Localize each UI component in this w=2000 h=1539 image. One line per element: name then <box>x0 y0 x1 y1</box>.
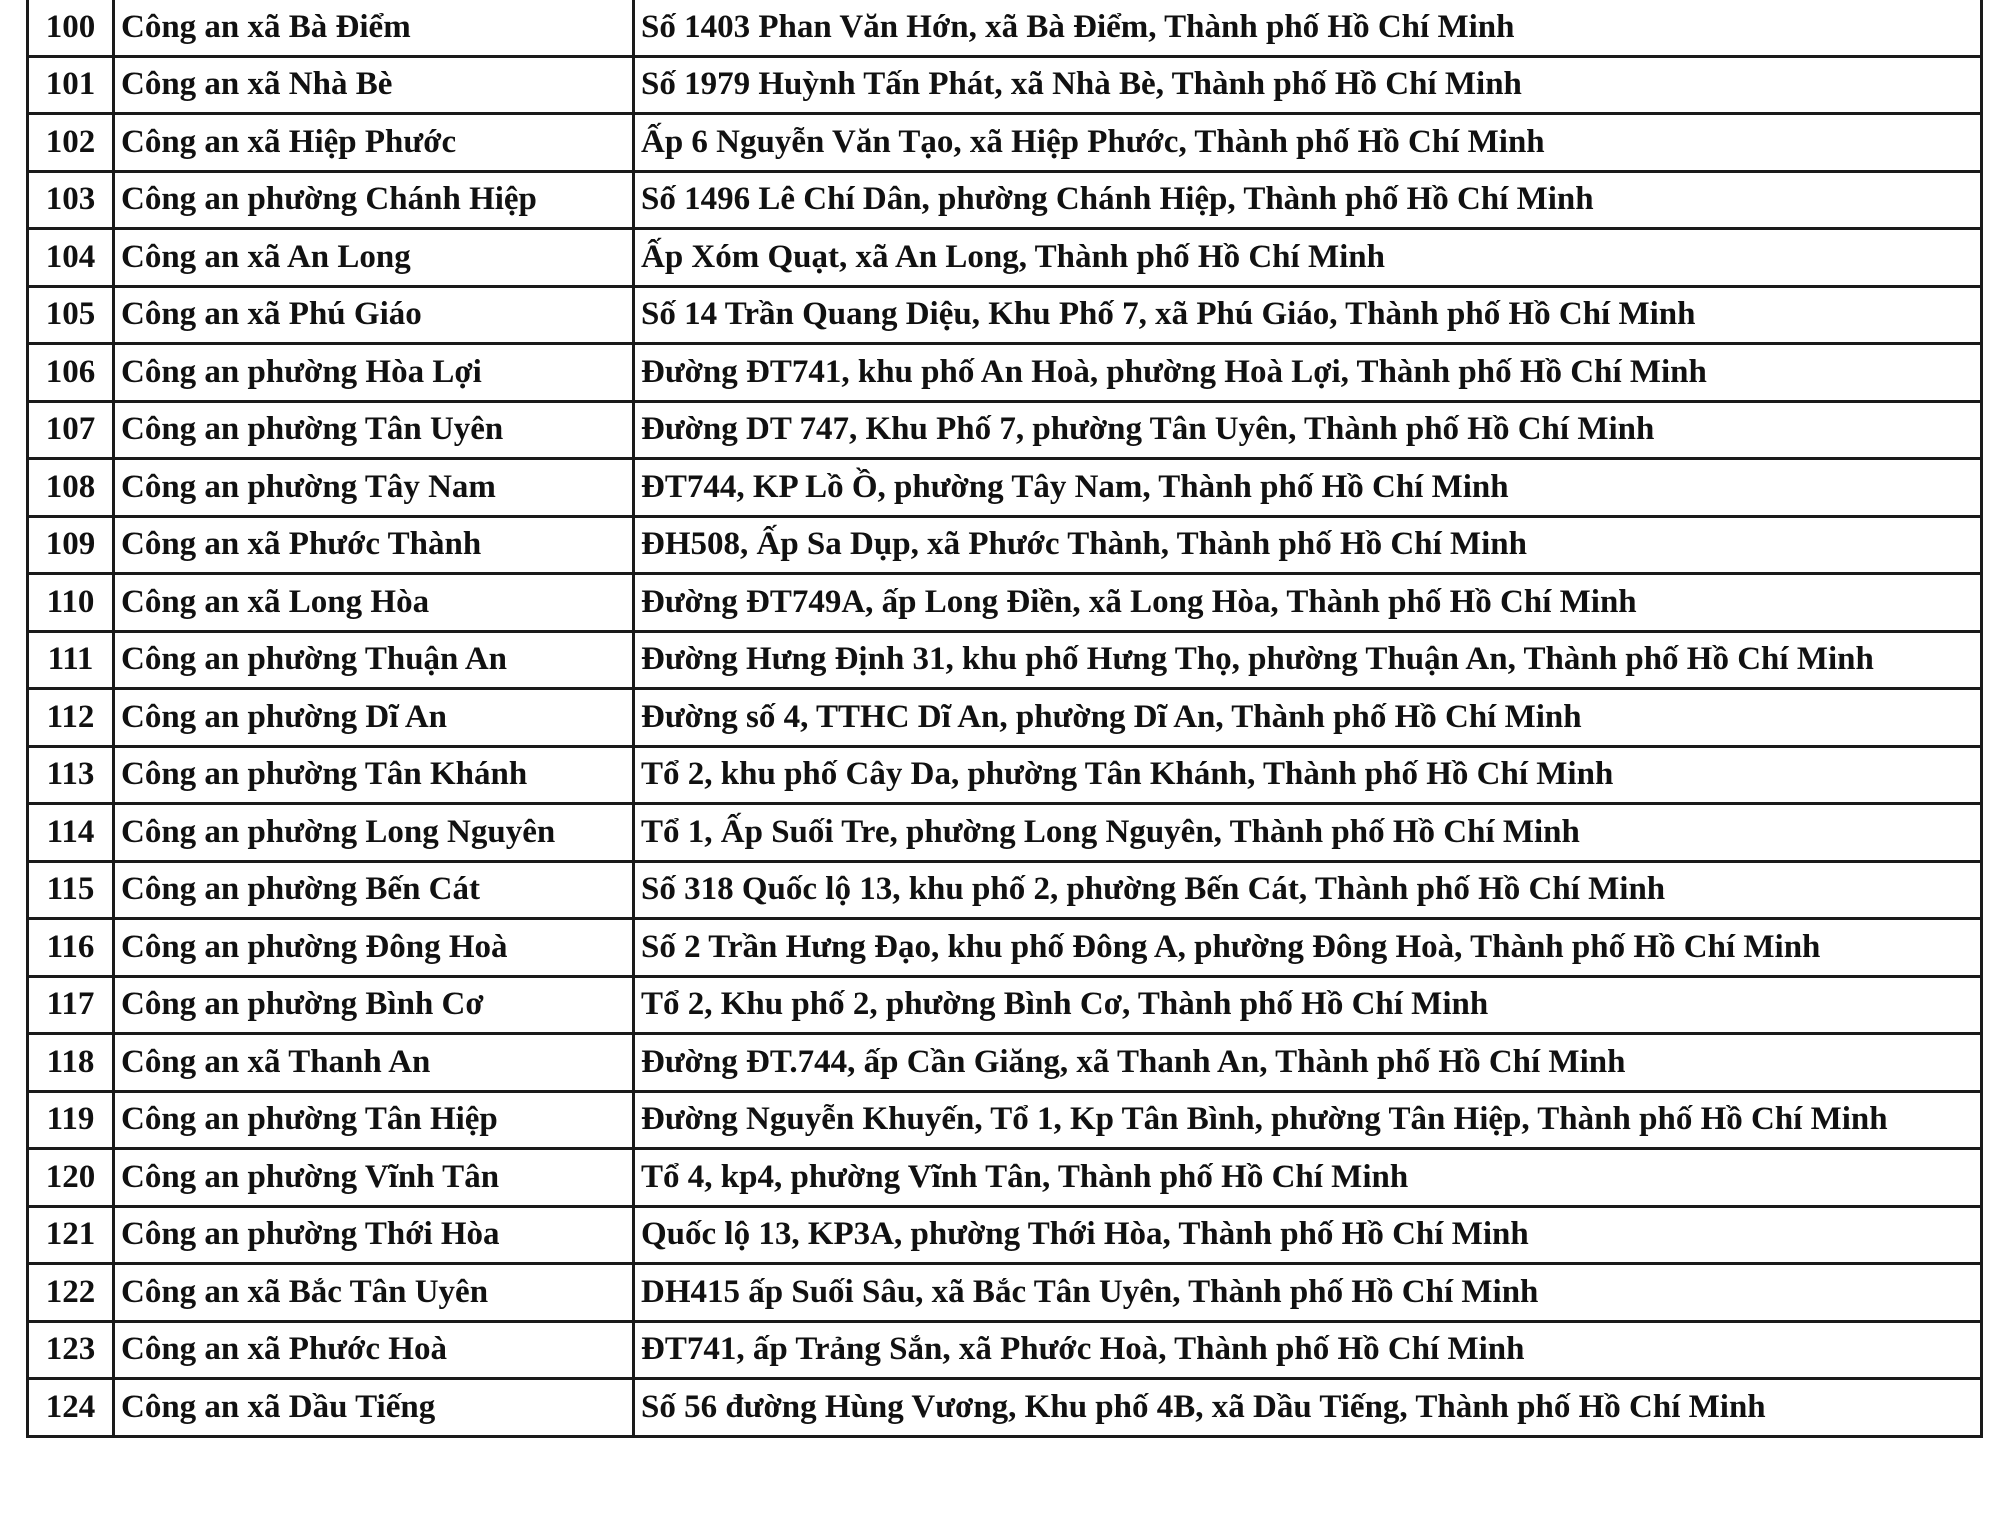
police-address-table <box>26 0 1983 1438</box>
row-number: 107 <box>28 401 114 459</box>
table-row <box>28 861 1982 919</box>
table-row <box>28 516 1982 574</box>
unit-name: Công an xã Bà Điểm <box>114 0 634 56</box>
table-row <box>28 1206 1982 1264</box>
unit-address: Ấp Xóm Quạt, xã An Long, Thành phố Hồ Chí Minh <box>634 229 1982 287</box>
table-row <box>28 804 1982 862</box>
unit-name: Công an xã Dầu Tiếng <box>114 1379 634 1437</box>
unit-name: Công an xã Phước Thành <box>114 516 634 574</box>
table-row <box>28 56 1982 114</box>
unit-name: Công an xã An Long <box>114 229 634 287</box>
table-row <box>28 459 1982 517</box>
unit-name: Công an xã Nhà Bè <box>114 56 634 114</box>
row-number: 116 <box>28 919 114 977</box>
table-row <box>28 689 1982 747</box>
table-row <box>28 0 1982 56</box>
row-number: 117 <box>28 976 114 1034</box>
row-number: 100 <box>28 0 114 56</box>
row-number: 101 <box>28 56 114 114</box>
table-row <box>28 1379 1982 1437</box>
row-number: 121 <box>28 1206 114 1264</box>
unit-name: Công an phường Hòa Lợi <box>114 344 634 402</box>
row-number: 119 <box>28 1091 114 1149</box>
unit-address: Đường số 4, TTHC Dĩ An, phường Dĩ An, Thành phố Hồ Chí Minh <box>634 689 1982 747</box>
unit-address: Đường Nguyễn Khuyến, Tổ 1, Kp Tân Bình, phường Tân Hiệp, Thành phố Hồ Chí Minh <box>634 1091 1982 1149</box>
row-number: 108 <box>28 459 114 517</box>
table-row <box>28 976 1982 1034</box>
row-number: 113 <box>28 746 114 804</box>
unit-address: Số 1496 Lê Chí Dân, phường Chánh Hiệp, Thành phố Hồ Chí Minh <box>634 171 1982 229</box>
unit-name: Công an phường Tân Khánh <box>114 746 634 804</box>
table-row <box>28 344 1982 402</box>
row-number: 115 <box>28 861 114 919</box>
unit-address: Đường Hưng Định 31, khu phố Hưng Thọ, phường Thuận An, Thành phố Hồ Chí Minh <box>634 631 1982 689</box>
row-number: 110 <box>28 574 114 632</box>
row-number: 118 <box>28 1034 114 1092</box>
row-number: 104 <box>28 229 114 287</box>
unit-address: Số 2 Trần Hưng Đạo, khu phố Đông A, phường Đông Hoà, Thành phố Hồ Chí Minh <box>634 919 1982 977</box>
unit-address: Đường ĐT.744, ấp Cần Giăng, xã Thanh An, Thành phố Hồ Chí Minh <box>634 1034 1982 1092</box>
table-row <box>28 1321 1982 1379</box>
unit-address: Đường ĐT741, khu phố An Hoà, phường Hoà Lợi, Thành phố Hồ Chí Minh <box>634 344 1982 402</box>
unit-name: Công an phường Long Nguyên <box>114 804 634 862</box>
unit-name: Công an phường Chánh Hiệp <box>114 171 634 229</box>
table-row <box>28 1034 1982 1092</box>
unit-address: DH415 ấp Suối Sâu, xã Bắc Tân Uyên, Thành phố Hồ Chí Minh <box>634 1264 1982 1322</box>
unit-address: Tổ 2, Khu phố 2, phường Bình Cơ, Thành phố Hồ Chí Minh <box>634 976 1982 1034</box>
table-row <box>28 746 1982 804</box>
table-row <box>28 401 1982 459</box>
table-body <box>28 0 1982 1436</box>
unit-name: Công an phường Bến Cát <box>114 861 634 919</box>
unit-name: Công an phường Tây Nam <box>114 459 634 517</box>
row-number: 103 <box>28 171 114 229</box>
unit-address: Số 1979 Huỳnh Tấn Phát, xã Nhà Bè, Thành phố Hồ Chí Minh <box>634 56 1982 114</box>
table-row <box>28 1091 1982 1149</box>
row-number: 102 <box>28 114 114 172</box>
table-row <box>28 114 1982 172</box>
row-number: 120 <box>28 1149 114 1207</box>
row-number: 111 <box>28 631 114 689</box>
unit-address: Ấp 6 Nguyễn Văn Tạo, xã Hiệp Phước, Thành phố Hồ Chí Minh <box>634 114 1982 172</box>
table-row <box>28 229 1982 287</box>
table-row <box>28 171 1982 229</box>
table-row <box>28 919 1982 977</box>
unit-address: Đường DT 747, Khu Phố 7, phường Tân Uyên, Thành phố Hồ Chí Minh <box>634 401 1982 459</box>
unit-address: ĐT744, KP Lồ Ồ, phường Tây Nam, Thành phố Hồ Chí Minh <box>634 459 1982 517</box>
unit-name: Công an xã Hiệp Phước <box>114 114 634 172</box>
police-address-sheet <box>26 0 1980 1438</box>
table-row <box>28 574 1982 632</box>
unit-address: Số 1403 Phan Văn Hớn, xã Bà Điểm, Thành phố Hồ Chí Minh <box>634 0 1982 56</box>
unit-name: Công an xã Bắc Tân Uyên <box>114 1264 634 1322</box>
unit-address: Tổ 4, kp4, phường Vĩnh Tân, Thành phố Hồ Chí Minh <box>634 1149 1982 1207</box>
unit-address: ĐT741, ấp Trảng Sắn, xã Phước Hoà, Thành phố Hồ Chí Minh <box>634 1321 1982 1379</box>
unit-name: Công an phường Thới Hòa <box>114 1206 634 1264</box>
unit-address: Tổ 2, khu phố Cây Da, phường Tân Khánh, Thành phố Hồ Chí Minh <box>634 746 1982 804</box>
unit-address: Quốc lộ 13, KP3A, phường Thới Hòa, Thành phố Hồ Chí Minh <box>634 1206 1982 1264</box>
unit-address: Số 318 Quốc lộ 13, khu phố 2, phường Bến Cát, Thành phố Hồ Chí Minh <box>634 861 1982 919</box>
row-number: 112 <box>28 689 114 747</box>
unit-name: Công an xã Phú Giáo <box>114 286 634 344</box>
unit-address: Số 56 đường Hùng Vương, Khu phố 4B, xã Dầu Tiếng, Thành phố Hồ Chí Minh <box>634 1379 1982 1437</box>
unit-address: Số 14 Trần Quang Diệu, Khu Phố 7, xã Phú Giáo, Thành phố Hồ Chí Minh <box>634 286 1982 344</box>
table-row <box>28 1149 1982 1207</box>
unit-name: Công an phường Bình Cơ <box>114 976 634 1034</box>
unit-address: ĐH508, Ấp Sa Dụp, xã Phước Thành, Thành phố Hồ Chí Minh <box>634 516 1982 574</box>
row-number: 106 <box>28 344 114 402</box>
row-number: 122 <box>28 1264 114 1322</box>
unit-name: Công an phường Đông Hoà <box>114 919 634 977</box>
row-number: 109 <box>28 516 114 574</box>
row-number: 114 <box>28 804 114 862</box>
unit-address: Tổ 1, Ấp Suối Tre, phường Long Nguyên, Thành phố Hồ Chí Minh <box>634 804 1982 862</box>
unit-name: Công an phường Tân Uyên <box>114 401 634 459</box>
unit-name: Công an phường Tân Hiệp <box>114 1091 634 1149</box>
table-row <box>28 1264 1982 1322</box>
unit-name: Công an xã Phước Hoà <box>114 1321 634 1379</box>
unit-address: Đường ĐT749A, ấp Long Điền, xã Long Hòa, Thành phố Hồ Chí Minh <box>634 574 1982 632</box>
row-number: 124 <box>28 1379 114 1437</box>
unit-name: Công an xã Thanh An <box>114 1034 634 1092</box>
table-row <box>28 286 1982 344</box>
row-number: 123 <box>28 1321 114 1379</box>
row-number: 105 <box>28 286 114 344</box>
unit-name: Công an phường Thuận An <box>114 631 634 689</box>
table-row <box>28 631 1982 689</box>
unit-name: Công an xã Long Hòa <box>114 574 634 632</box>
unit-name: Công an phường Vĩnh Tân <box>114 1149 634 1207</box>
unit-name: Công an phường Dĩ An <box>114 689 634 747</box>
